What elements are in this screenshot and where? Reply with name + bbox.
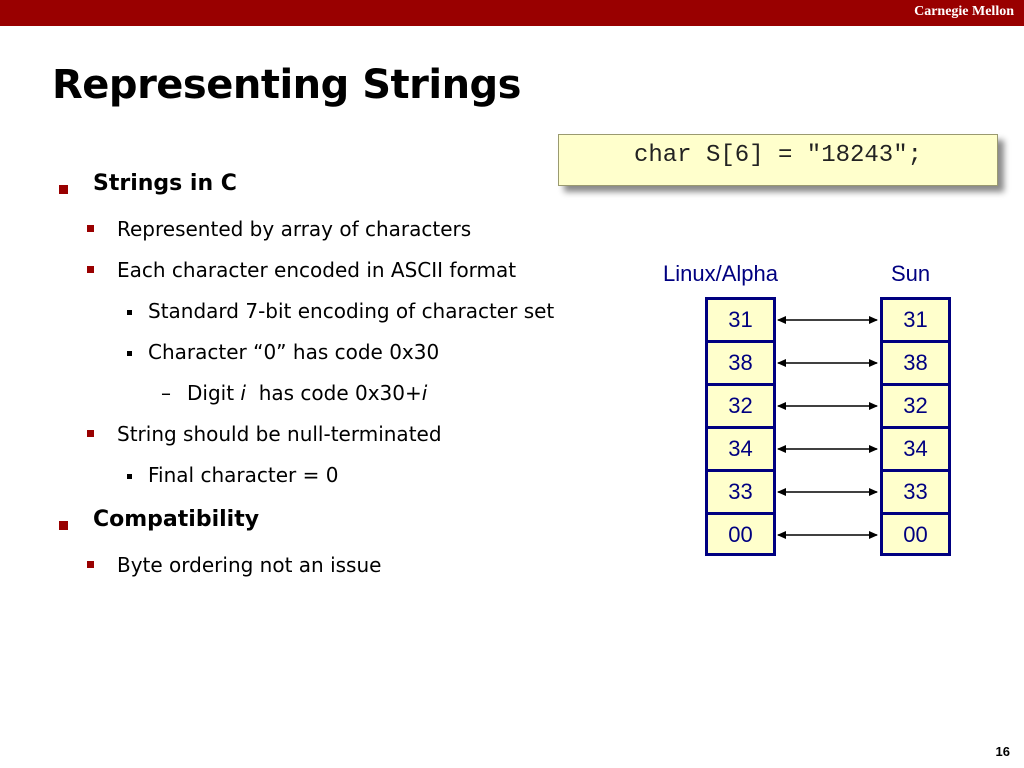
bullet-ascii-format: Each character encoded in ASCII format bbox=[117, 258, 517, 282]
digit-text-b: has code 0x30+ bbox=[245, 381, 422, 405]
bullet-dash-icon: – bbox=[161, 381, 171, 405]
code-text: char S[6] = "18243"; bbox=[633, 142, 923, 169]
left-cell: 32 bbox=[705, 386, 776, 426]
bullet-7bit-encoding: Standard 7-bit encoding of character set bbox=[148, 299, 555, 323]
right-cell: 38 bbox=[880, 343, 951, 383]
left-cell: 33 bbox=[705, 472, 776, 512]
bullet-final-char: Final character = 0 bbox=[148, 463, 339, 487]
left-cell: 38 bbox=[705, 343, 776, 383]
digit-text-i: i bbox=[240, 381, 246, 405]
left-cell: 00 bbox=[705, 515, 776, 555]
right-cell: 31 bbox=[880, 300, 951, 340]
bullet-null-terminated: String should be null-terminated bbox=[117, 422, 442, 446]
left-cell: 34 bbox=[705, 429, 776, 469]
right-cell: 00 bbox=[880, 515, 951, 555]
right-cell: 34 bbox=[880, 429, 951, 469]
linux-alpha-label: Linux/Alpha bbox=[663, 261, 778, 286]
bullet-compatibility: Compatibility bbox=[93, 507, 260, 532]
slide-title: Representing Strings bbox=[52, 62, 521, 108]
digit-text-i2: i bbox=[421, 381, 428, 405]
bullet-byte-ordering: Byte ordering not an issue bbox=[117, 553, 382, 577]
left-cell: 31 bbox=[705, 300, 776, 340]
page-number: 16 bbox=[995, 744, 1010, 759]
bullet-strings-in-c: Strings in C bbox=[93, 171, 237, 196]
org-name: Carnegie Mellon bbox=[914, 4, 1014, 19]
right-cell: 33 bbox=[880, 472, 951, 512]
right-cell: 32 bbox=[880, 386, 951, 426]
digit-text-a: Digit bbox=[187, 381, 241, 405]
bullet-char-zero-code: Character “0” has code 0x30 bbox=[148, 340, 440, 364]
bullet-represented-by-array: Represented by array of characters bbox=[117, 217, 472, 241]
sun-label: Sun bbox=[891, 261, 931, 286]
